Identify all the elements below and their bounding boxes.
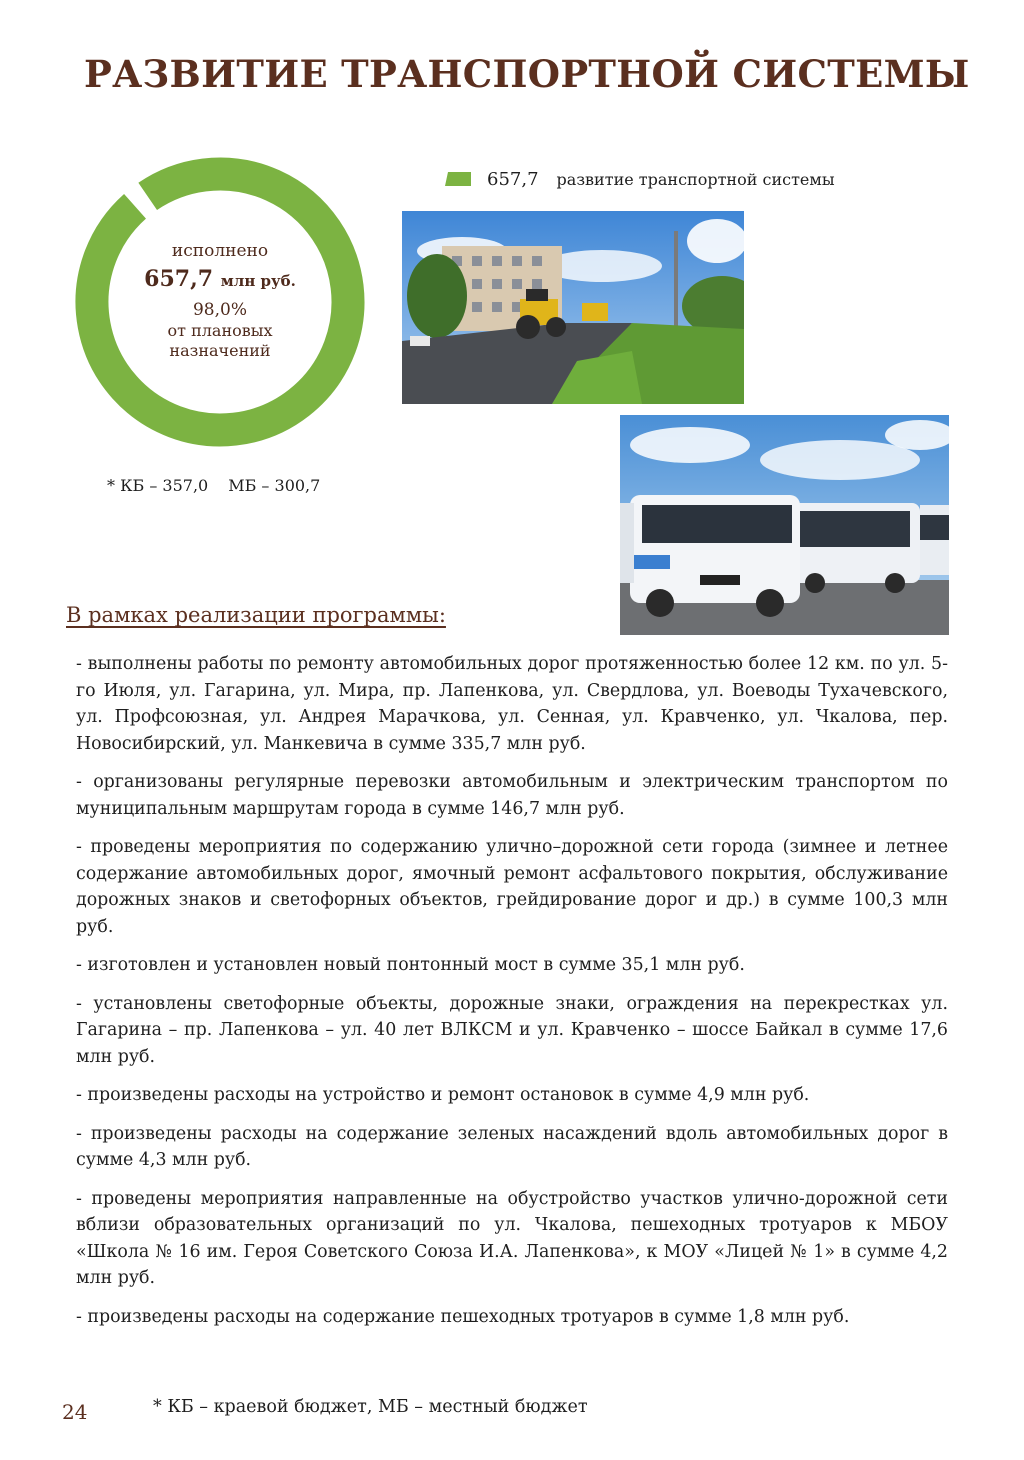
legend-value: 657,7 bbox=[487, 168, 539, 190]
legend-swatch bbox=[445, 172, 471, 186]
list-item: - организованы регулярные перевозки автомобильным и электрическим транспортом по муниципальным маршрутам города в сумме 146,7 млн руб. bbox=[76, 772, 948, 819]
budget-kb: * КБ – 357,0 bbox=[107, 476, 209, 495]
donut-amount bbox=[144, 262, 296, 298]
chart-legend bbox=[445, 168, 835, 190]
donut-percent: 98,0% bbox=[192, 299, 247, 320]
footnote: * КБ – краевой бюджет, МБ – местный бюджет bbox=[153, 1397, 588, 1417]
section-heading: В рамках реализации программы: bbox=[66, 603, 446, 627]
donut-note-line2: назначений bbox=[169, 340, 271, 360]
road-repair-photo bbox=[402, 211, 744, 404]
city-buses-photo bbox=[620, 415, 949, 635]
donut-unit: млн руб. bbox=[220, 271, 296, 290]
list-item: - проведены мероприятия направленные на обустройство участков улично-дорожной сети вблизи образовательных организаций по ул. Чкалова, пешеходных тротуаров к МБОУ «Школа № 16 им. Героя Советского Союза И.А. Лапенкова», к МОУ «Лицей № 1» в сумме 4,2 млн руб. bbox=[76, 1188, 948, 1288]
list-item: - изготовлен и установлен новый понтонный мост в сумме 35,1 млн руб. bbox=[76, 955, 745, 975]
donut-caption: исполнено bbox=[171, 240, 269, 261]
budget-mb: МБ – 300,7 bbox=[228, 476, 321, 495]
legend-label: развитие транспортной системы bbox=[556, 169, 835, 189]
program-items-list bbox=[76, 651, 948, 1342]
page-title: РАЗВИТИЕ ТРАНСПОРТНОЙ СИСТЕМЫ bbox=[84, 52, 970, 96]
list-item: - произведены расходы на содержание пешеходных тротуаров в сумме 1,8 млн руб. bbox=[76, 1306, 850, 1327]
list-item: - выполнены работы по ремонту автомобильных дорог протяженностью более 12 км. по ул. 5-го Июля, ул. Гагарина, ул. Мира, пр. Лапенкова, ул. Свердлова, ул. Воеводы Тухачевского, ул. Профсоюзная, ул. Андрея Марачкова, ул. Сенная, ул. Кравченко, ул. Чкалова, пер. Новосибирский, ул. Манкевича в сумме 335,7 млн руб. bbox=[76, 654, 948, 754]
list-item: - проведены мероприятия по содержанию улично–дорожной сети города (зимнее и летнее содержание автомобильных дорог, ямочный ремонт асфальтового покрытия, обслуживание дорожных знаков и светофорных объектов, грейдирование дорог и др.) в сумме 100,3 млн руб. bbox=[76, 837, 948, 937]
list-item: - произведены расходы на устройство и ремонт остановок в сумме 4,9 млн руб. bbox=[76, 1085, 810, 1105]
list-item: - установлены светофорные объекты, дорожные знаки, ограждения на перекрестках ул. Гагарина – пр. Лапенкова – ул. 40 лет ВЛКСМ и ул. Кравченко – шоссе Байкал в сумме 17,6 млн руб. bbox=[76, 993, 948, 1067]
donut-value: 657,7 bbox=[144, 265, 214, 292]
page-number: 24 bbox=[62, 1400, 88, 1424]
donut-note-line1: от плановых bbox=[167, 320, 273, 340]
list-item: - произведены расходы на содержание зеленых насаждений вдоль автомобильных дорог в сумме 4,3 млн руб. bbox=[76, 1123, 948, 1170]
donut-center-text bbox=[75, 157, 365, 447]
budget-breakdown bbox=[107, 476, 320, 495]
